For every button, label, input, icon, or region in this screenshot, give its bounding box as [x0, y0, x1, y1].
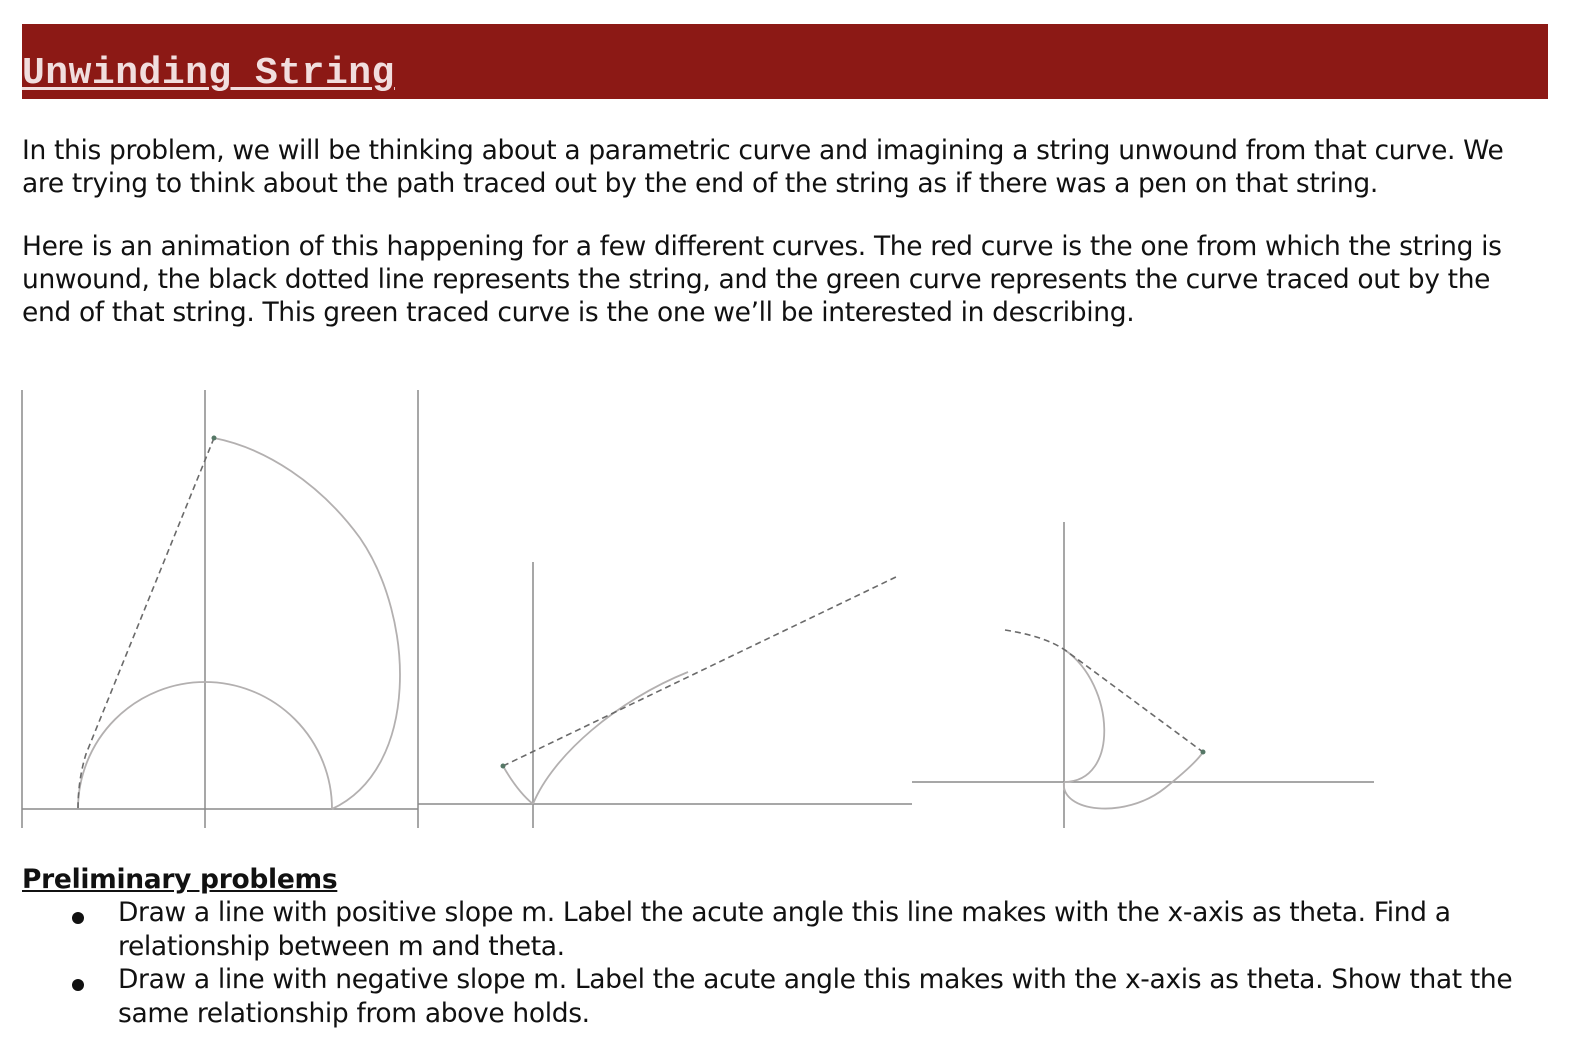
figure-3-pen-point — [1201, 750, 1206, 755]
page-title: Unwinding String — [22, 52, 395, 95]
figure-2-parabola-curve — [533, 672, 688, 804]
list-item-text: Draw a line with positive slope m. Label the acute angle this line makes with the x-axis as theta. Find a relationship between m and theta. — [118, 897, 1451, 962]
figure-2-string — [503, 576, 898, 766]
figure-1-pen-point — [212, 436, 217, 441]
figure-loop-unwinding — [910, 520, 1376, 830]
bullet-icon — [72, 979, 84, 991]
list-item — [22, 896, 1552, 963]
figure-3-loop-curve — [1064, 650, 1104, 782]
bullet-icon — [72, 912, 84, 924]
list-item — [22, 963, 1552, 1030]
figure-3-traced-curve — [1064, 752, 1203, 809]
figure-1-traced-curve — [214, 438, 400, 809]
list-item-text: Draw a line with negative slope m. Label the acute angle this makes with the x-axis as theta. Show that the same relationship from above holds. — [118, 964, 1513, 1029]
figure-parabola-unwinding — [418, 560, 912, 830]
figure-2-traced-curve — [503, 766, 533, 804]
preliminary-problems-heading: Preliminary problems — [22, 864, 338, 895]
figure-2-pen-point — [501, 764, 506, 769]
preliminary-problems-list — [22, 896, 1552, 1030]
title-banner — [22, 24, 1548, 99]
animation-description-paragraph: Here is an animation of this happening for a few different curves. The red curve is the one from which the string is unwound, the black dotted line represents the string, and the green curve represents the curve traced out by the end of that string. This green traced curve is the one we’ll be interested in describing. — [22, 231, 1502, 328]
figure-semicircle-unwinding — [20, 388, 420, 830]
figure-1-string — [78, 438, 214, 809]
intro-paragraph: In this problem, we will be thinking about a parametric curve and imagining a string unwound from that curve. We are trying to think about the path traced out by the end of the string as if there was a pen on that string. — [22, 135, 1504, 199]
